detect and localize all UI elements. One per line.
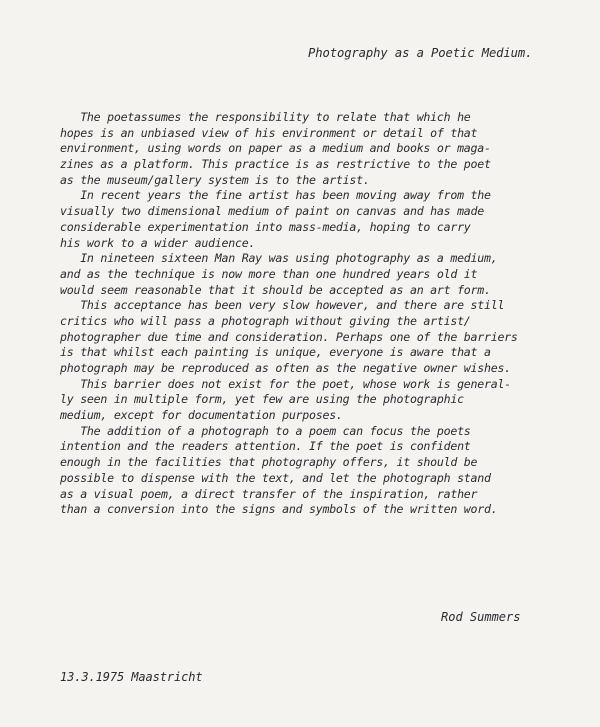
body-line: photograph may be reproduced as often as the negative owner wishes. [60,361,511,375]
body-line: intention and the readers attention. If the poet is confident [60,439,471,454]
body-line: environment, using words on paper as a medium and books or maga- [60,141,491,156]
body-line: hopes is an unbiased view of his environment or detail of that [60,125,478,140]
body-line: The addition of a photograph to a poem can focus the poets [60,423,471,438]
body-line: possible to dispense with the text, and let the photograph stand [60,470,491,485]
body-line: and as the technique is now more than one hundred years old it [60,266,478,281]
author-signature: Rod Summers [441,610,521,624]
body-line: his work to a wider audience. [60,235,256,250]
body-line: than a conversion into the signs and symbols of the written word. [60,502,498,517]
body-line: This barrier does not exist for the poet, whose work is general- [60,376,511,391]
document-title: Photography as a Poetic Medium. [308,46,533,60]
body-line: critics who will pass a photograph without giving the artist/ [60,313,471,328]
body-line: enough in the facilities that photography offers, it should be [60,455,478,470]
body-line: ly seen in multiple form, yet few are using the photographic [60,392,464,407]
body-line: zines as a platform. This practice is as restrictive to the poet [60,157,491,172]
body-line: visually two dimensional medium of paint on canvas and has made [60,204,484,219]
date-and-place: 13.3.1975 Maastricht [60,670,203,684]
body-line: as a visual poem, a direct transfer of the inspiration, rather [60,486,478,501]
body-line: medium, except for documentation purposes. [60,408,343,423]
body-line: The poetassumes the responsibility to relate that which he [60,110,471,124]
body-line: In nineteen sixteen Man Ray was using photography as a medium, [60,251,498,266]
document-body [60,110,600,518]
body-line: photographer due time and consideration. Perhaps one of the barriers [60,329,518,344]
body-line: In recent years the fine artist has been moving away from the [60,188,491,203]
body-line: is that whilst each painting is unique, everyone is aware that a [60,345,491,360]
body-line: This acceptance has been very slow however, and there are still [60,298,505,313]
body-line: as the museum/gallery system is to the artist. [60,172,370,187]
body-line: considerable experimentation into mass-media, hoping to carry [60,219,471,234]
body-line: would seem reasonable that it should be accepted as an art form. [60,282,491,297]
